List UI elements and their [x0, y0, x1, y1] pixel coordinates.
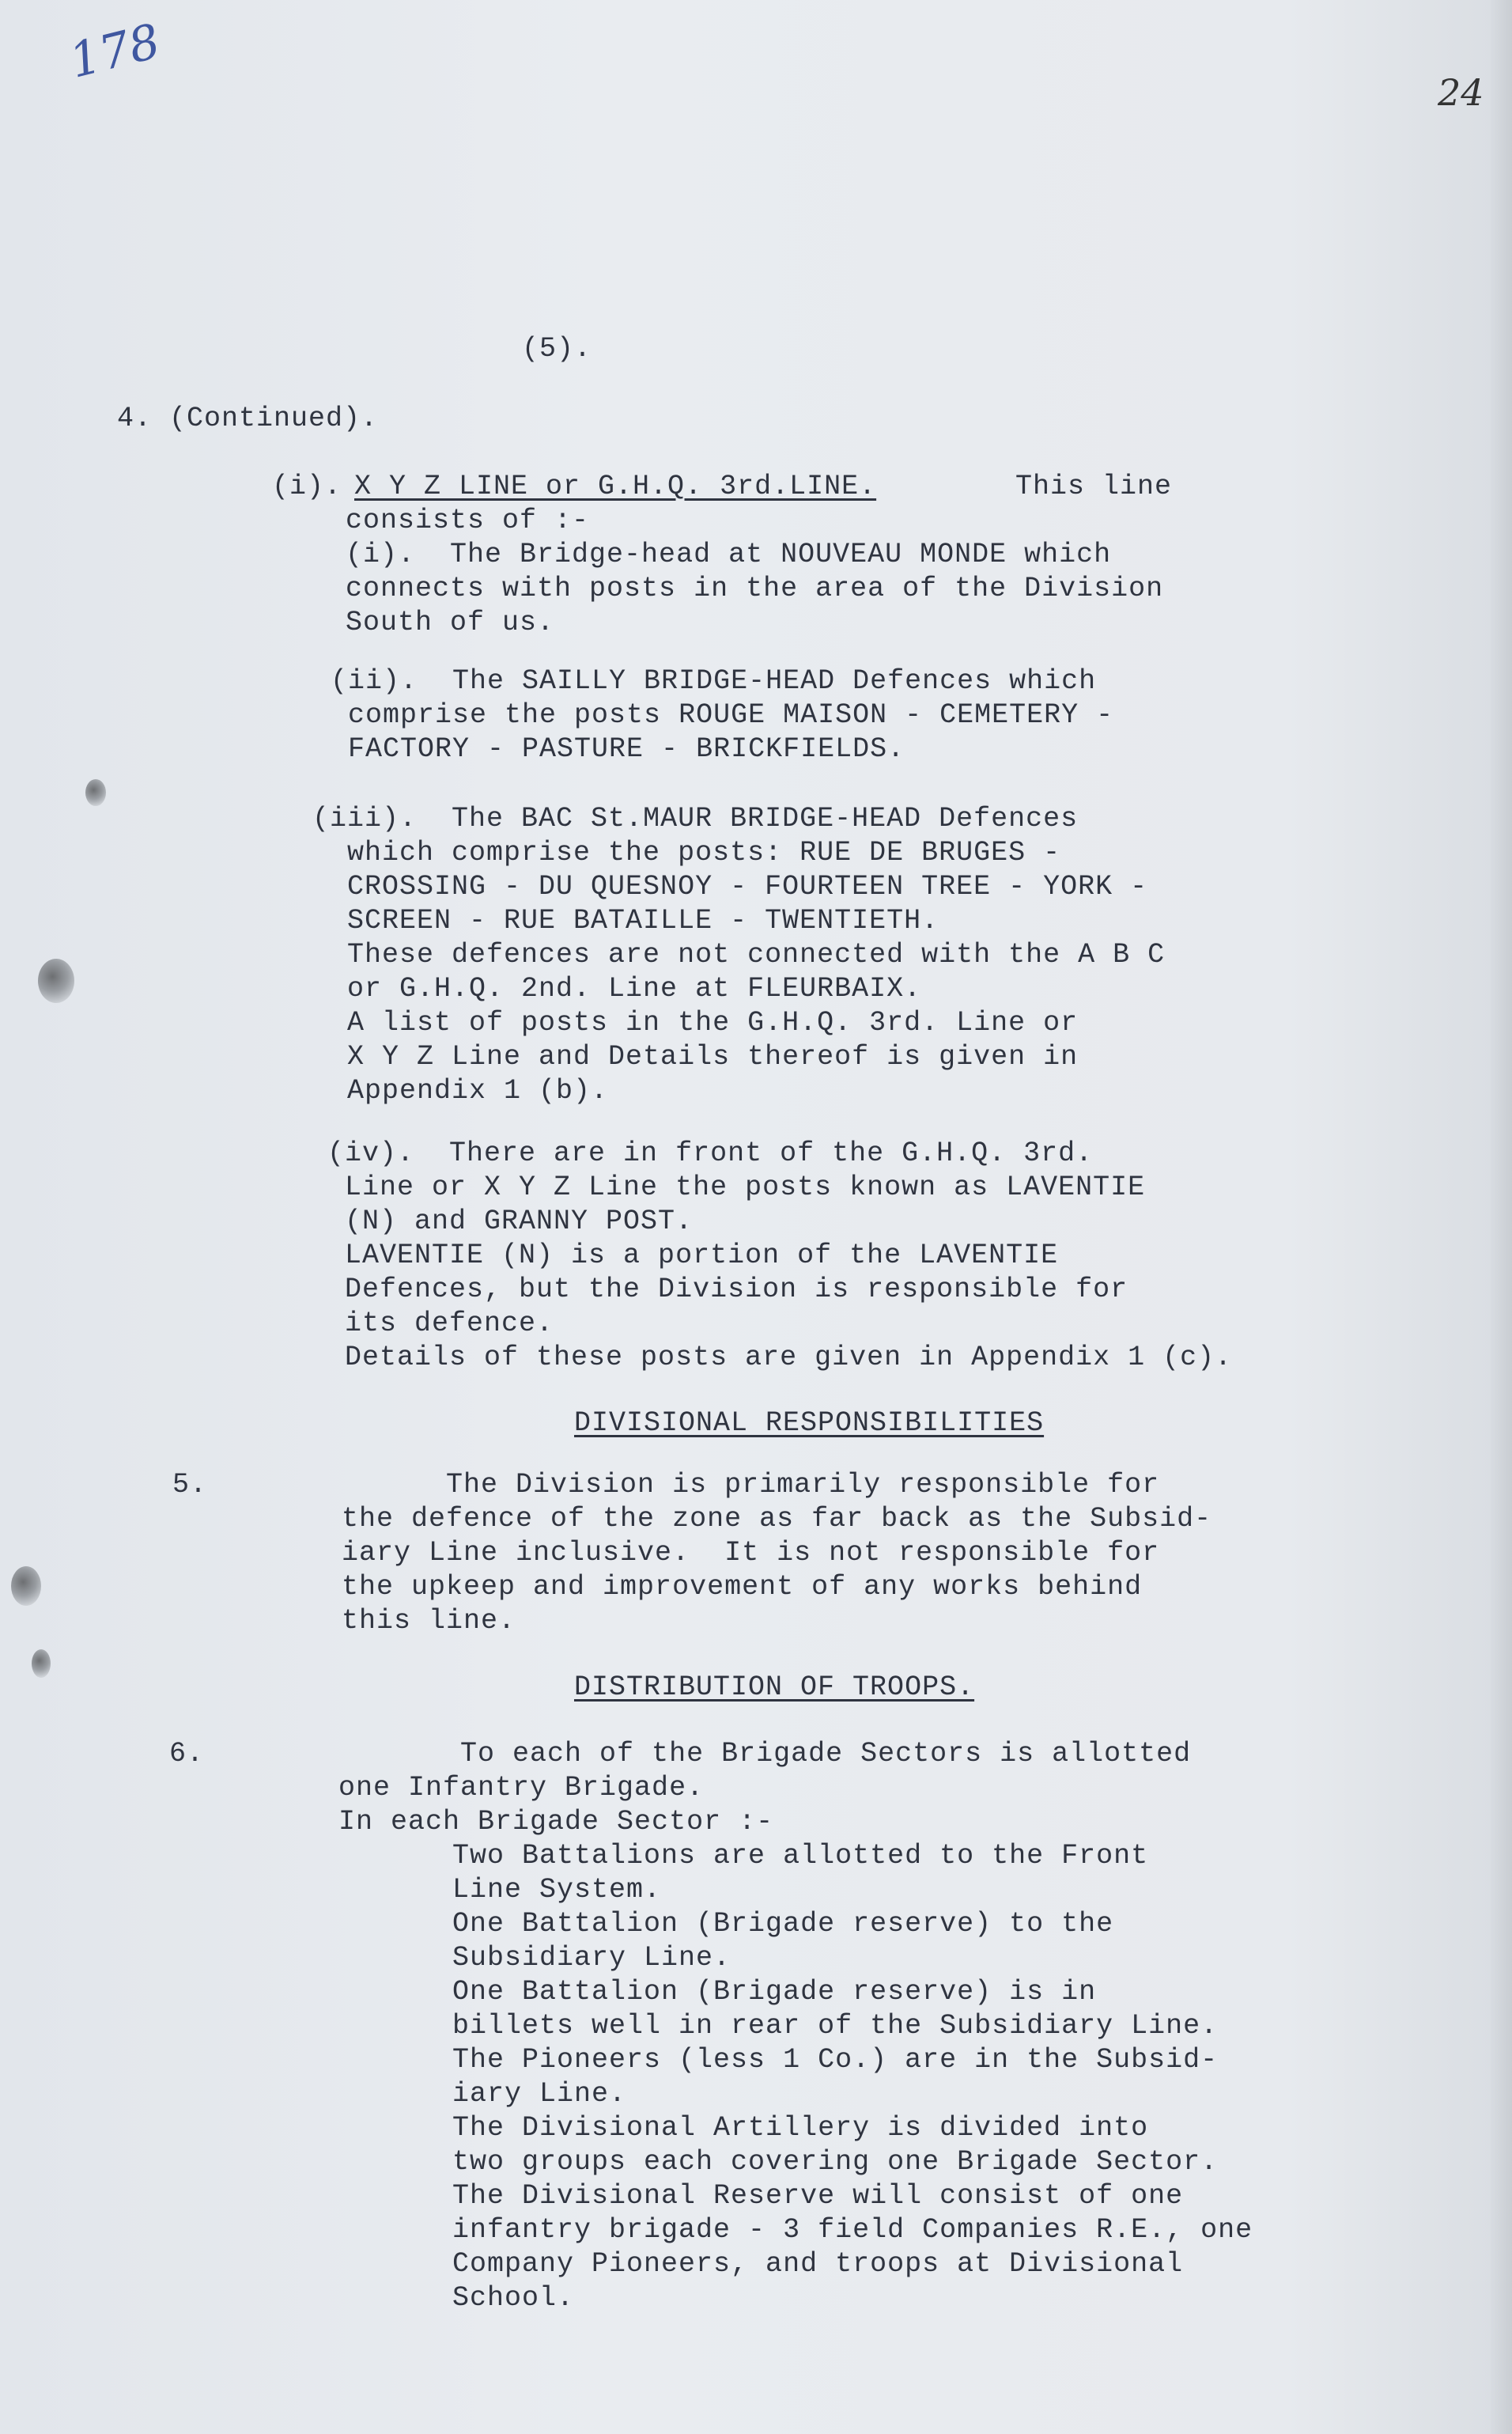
text-line: iary Line inclusive. It is not responsible for — [342, 1537, 1160, 1569]
heading-distribution-of-troops: DISTRIBUTION OF TROOPS. — [574, 1671, 975, 1703]
text-line: South of us. — [346, 607, 555, 638]
text-line: connects with posts in the area of the Division — [346, 573, 1164, 604]
text-line: the upkeep and improvement of any works behind — [342, 1571, 1143, 1603]
text-line: (ii). The SAILLY BRIDGE-HEAD Defences which — [331, 665, 1097, 697]
text-line: In each Brigade Sector :- — [338, 1806, 774, 1838]
text-line: one Infantry Brigade. — [338, 1772, 705, 1804]
para-5-body — [342, 1468, 1211, 1638]
continued-heading: 4. (Continued). — [117, 403, 379, 434]
text-line: Two Battalions are allotted to the Front — [452, 1840, 1149, 1872]
text-line: The Divisional Artillery is divided into — [452, 2112, 1149, 2144]
text-line: LAVENTIE (N) is a portion of the LAVENTIE — [345, 1240, 1059, 1271]
text-line: Line or X Y Z Line the posts known as LAVENTIE — [345, 1172, 1146, 1203]
text-line: the defence of the zone as far back as the Subsid- — [342, 1503, 1212, 1535]
item-iv-body — [327, 1137, 1232, 1375]
text-line: this line. — [342, 1605, 516, 1637]
item-i-number: (i). — [272, 471, 342, 502]
punch-hole-2 — [38, 959, 74, 1003]
item-i-body — [346, 504, 1163, 640]
page-marker: (5). — [522, 333, 592, 365]
text-line: consists of :- — [346, 505, 590, 536]
text-line: (i). The Bridge-head at NOUVEAU MONDE which — [346, 539, 1112, 570]
para-6-details — [452, 1839, 1253, 2315]
heading-divisional-responsibilities: DIVISIONAL RESPONSIBILITIES — [574, 1407, 1045, 1439]
punch-hole-3 — [11, 1566, 41, 1606]
text-line: The Division is primarily responsible for — [342, 1469, 1160, 1501]
text-line: School. — [452, 2282, 575, 2314]
text-line: Subsidiary Line. — [452, 1942, 731, 1974]
para-5-number: 5. — [172, 1469, 208, 1501]
text-line: or G.H.Q. 2nd. Line at FLEURBAIX. — [347, 973, 922, 1005]
item-iii-body — [312, 802, 1165, 1108]
text-line: The Pioneers (less 1 Co.) are in the Subsid- — [452, 2044, 1219, 2076]
text-line: Defences, but the Division is responsible for — [345, 1274, 1128, 1305]
text-line: One Battalion (Brigade reserve) to the — [452, 1908, 1114, 1940]
text-line: Details of these posts are given in Appendix 1 (c). — [345, 1342, 1233, 1373]
text-line: comprise the posts ROUGE MAISON - CEMETERY - — [348, 699, 1114, 731]
text-line: CROSSING - DU QUESNOY - FOURTEEN TREE - YORK - — [347, 871, 1148, 903]
text-line: (iii). The BAC St.MAUR BRIDGE-HEAD Defences — [312, 803, 1079, 835]
punch-hole-1 — [85, 779, 106, 806]
text-line: These defences are not connected with the A B C — [347, 939, 1166, 971]
text-line: its defence. — [345, 1308, 554, 1339]
item-i-title: X Y Z LINE or G.H.Q. 3rd.LINE. — [354, 471, 877, 502]
text-line: infantry brigade - 3 field Companies R.E., one — [452, 2214, 1253, 2246]
item-i-after: This line — [1015, 471, 1173, 502]
para-6-intro — [338, 1737, 1191, 1839]
text-line: To each of the Brigade Sectors is allotted — [338, 1738, 1192, 1770]
page-edge — [1491, 0, 1512, 2434]
text-line: SCREEN - RUE BATAILLE - TWENTIETH. — [347, 905, 939, 937]
text-line: Company Pioneers, and troops at Divisional — [452, 2248, 1184, 2280]
item-ii-body — [331, 664, 1113, 767]
text-line: iary Line. — [452, 2078, 627, 2110]
text-line: (iv). There are in front of the G.H.Q. 3rd. — [327, 1138, 1094, 1169]
punch-hole-4 — [32, 1649, 51, 1678]
text-line: The Divisional Reserve will consist of one — [452, 2180, 1184, 2212]
text-line: billets well in rear of the Subsidiary Line. — [452, 2010, 1219, 2042]
text-line: FACTORY - PASTURE - BRICKFIELDS. — [348, 733, 905, 765]
text-line: One Battalion (Brigade reserve) is in — [452, 1976, 1097, 2008]
text-line: two groups each covering one Brigade Sector. — [452, 2146, 1219, 2178]
handwritten-number: 178 — [64, 13, 166, 89]
text-line: A list of posts in the G.H.Q. 3rd. Line or — [347, 1007, 1079, 1039]
text-line: Line System. — [452, 1874, 662, 1906]
text-line: which comprise the posts: RUE DE BRUGES - — [347, 837, 1061, 869]
text-line: (N) and GRANNY POST. — [345, 1206, 694, 1237]
para-6-number: 6. — [169, 1738, 205, 1770]
text-line: X Y Z Line and Details thereof is given in — [347, 1041, 1079, 1073]
page-number: 24 — [1438, 71, 1484, 114]
text-line: Appendix 1 (b). — [347, 1075, 609, 1107]
